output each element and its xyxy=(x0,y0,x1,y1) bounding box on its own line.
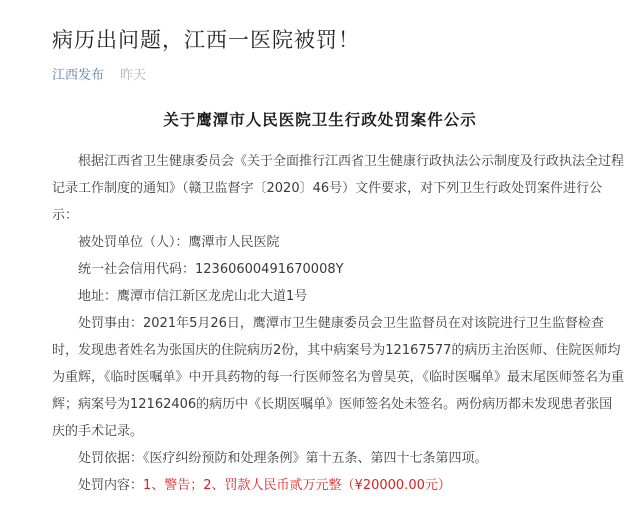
penalty-label: 处罚内容： xyxy=(78,478,144,493)
credit-code: 统一社会信用代码：12360600491670008Y xyxy=(78,262,344,277)
penalty-basis: 处罚依据：《医疗纠纷预防和处理条例》第十五条、第四十七条第四项。 xyxy=(78,451,488,466)
notice-title: 关于鹰潭市人民医院卫生行政处罚案件公示 xyxy=(163,111,477,129)
penalty-amount: 1、警告；2、罚款人民币贰万元整（¥20000.00元） xyxy=(143,478,451,493)
intro-paragraph: 根据江西省卫生健康委员会《关于全面推行江西省卫生健康行政执法公示制度及行政执法全过程记录工作制度的通知》（赣卫监督字〔2020〕46号）文件要求，对下列卫生行政处罚案件进行公示： xyxy=(52,154,625,223)
publish-date: 昨天 xyxy=(120,68,147,83)
penalized-entity: 被处罚单位（人）：鹰潭市人民医院 xyxy=(78,235,280,250)
address: 地址：鹰潭市信江新区龙虎山北大道1号 xyxy=(78,289,308,304)
article-meta xyxy=(52,64,146,83)
penalty-reason: 处罚事由：2021年5月26日，鹰潭市卫生健康委员会卫生监督员在对该院进行卫生监督检查时，发现患者姓名为张国庆的住院病历2份，其中病案号为12167577的病历主治医师、住院医师均为重辉，《临时医嘱单》中开具药物的每一行医师签名为曾昊英，《临时医嘱单》最末尾医师签名为重辉；病案号为12162406的病历中《长期医嘱单》医师签名处未签名。两份病历都未发现患者张国庆的手术记录。 xyxy=(52,316,625,439)
source-link[interactable]: 江西发布 xyxy=(52,68,105,83)
penalty-content xyxy=(52,472,624,499)
article-headline: 病历出问题，江西一医院被罚！ xyxy=(52,28,360,52)
